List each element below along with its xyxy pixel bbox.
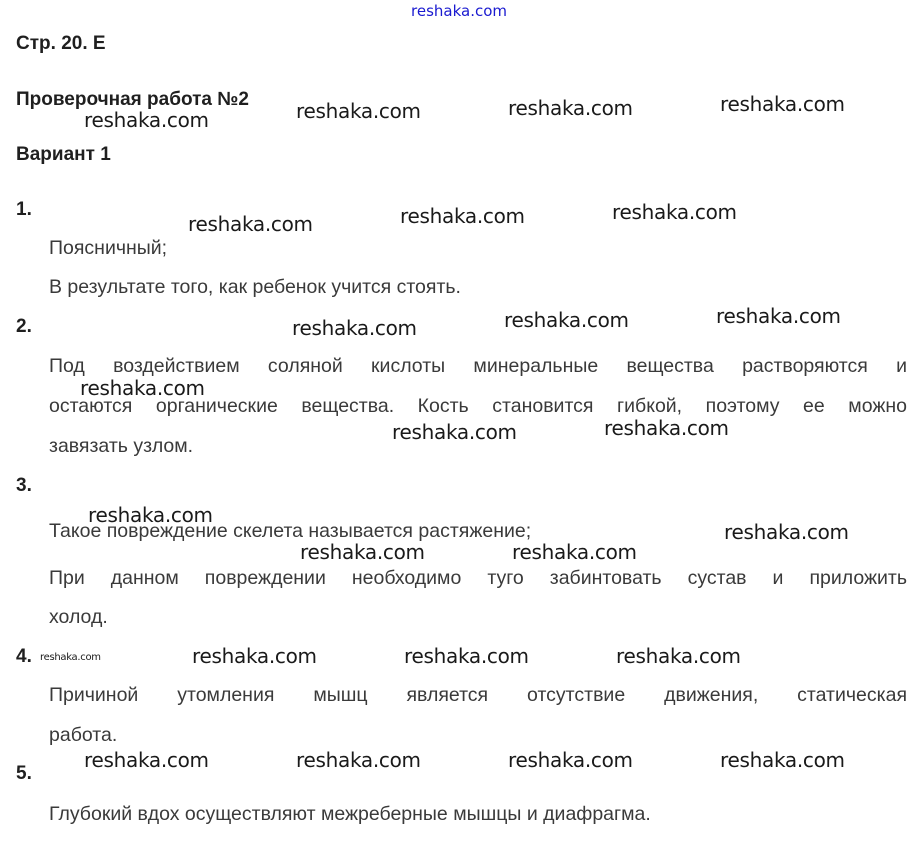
answer-3-line-1: Такое повреждение скелета называется растяжение; — [49, 520, 532, 542]
watermark-text: reshaka.com — [296, 748, 421, 772]
watermark-text: reshaka.com — [616, 644, 741, 668]
watermark-text: reshaka.com — [296, 99, 421, 123]
answer-3-line-3: холод. — [49, 606, 108, 628]
answer-4-number: 4. — [16, 646, 32, 667]
answer-1-line-2: В результате того, как ребенок учится стоять. — [49, 276, 461, 298]
answer-1-number: 1. — [16, 199, 32, 220]
watermark-text: reshaka.com — [504, 308, 629, 332]
answer-3-line-2: При данном повреждении необходимо туго забинтовать сустав и приложить — [49, 567, 907, 589]
watermark-text: reshaka.com — [188, 212, 313, 236]
answer-4-line-2: работа. — [49, 724, 118, 746]
watermark-text: reshaka.com — [512, 540, 637, 564]
top-watermark: reshaka.com — [411, 2, 507, 20]
answer-2-number: 2. — [16, 316, 32, 337]
watermark-text: reshaka.com — [400, 204, 525, 228]
watermark-text: reshaka.com — [404, 644, 529, 668]
watermark-text: reshaka.com — [720, 748, 845, 772]
answer-3-number: 3. — [16, 475, 32, 496]
test-title: Проверочная работа №2 — [16, 89, 249, 110]
answer-2-line-1: Под воздействием соляной кислоты минеральные вещества растворяются и — [49, 355, 907, 377]
answer-1-line-1: Поясничный; — [49, 237, 168, 259]
variant-title: Вариант 1 — [16, 144, 111, 165]
watermark-text: reshaka.com — [508, 96, 633, 120]
answer-2-line-3: завязать узлом. — [49, 435, 194, 457]
watermark-text: reshaka.com — [604, 416, 729, 440]
watermark-text: reshaka.com — [292, 316, 417, 340]
watermark-text: reshaka.com — [88, 503, 213, 527]
watermark-text: reshaka.com — [392, 420, 517, 444]
watermark-text: reshaka.com — [300, 540, 425, 564]
watermark-text: reshaka.com — [84, 748, 209, 772]
watermark-text: reshaka.com — [716, 304, 841, 328]
answer-5-line-1: Глубокий вдох осуществляют межреберные мышцы и диафрагма. — [49, 803, 651, 825]
watermark-text: reshaka.com — [508, 748, 633, 772]
page-header: Стр. 20. Е — [16, 33, 106, 54]
watermark-text: reshaka.com — [80, 376, 205, 400]
answer-2-line-2: остаются органические вещества. Кость становится гибкой, поэтому ее можно — [49, 395, 907, 417]
watermark-text-small: reshaka.com — [40, 652, 101, 663]
watermark-text: reshaka.com — [612, 200, 737, 224]
answer-4-line-1: Причиной утомления мышц является отсутствие движения, статическая — [49, 684, 907, 706]
watermark-text: reshaka.com — [724, 520, 849, 544]
answer-5-number: 5. — [16, 763, 32, 784]
watermark-text: reshaka.com — [720, 92, 845, 116]
watermark-text: reshaka.com — [192, 644, 317, 668]
watermark-text: reshaka.com — [84, 108, 209, 132]
